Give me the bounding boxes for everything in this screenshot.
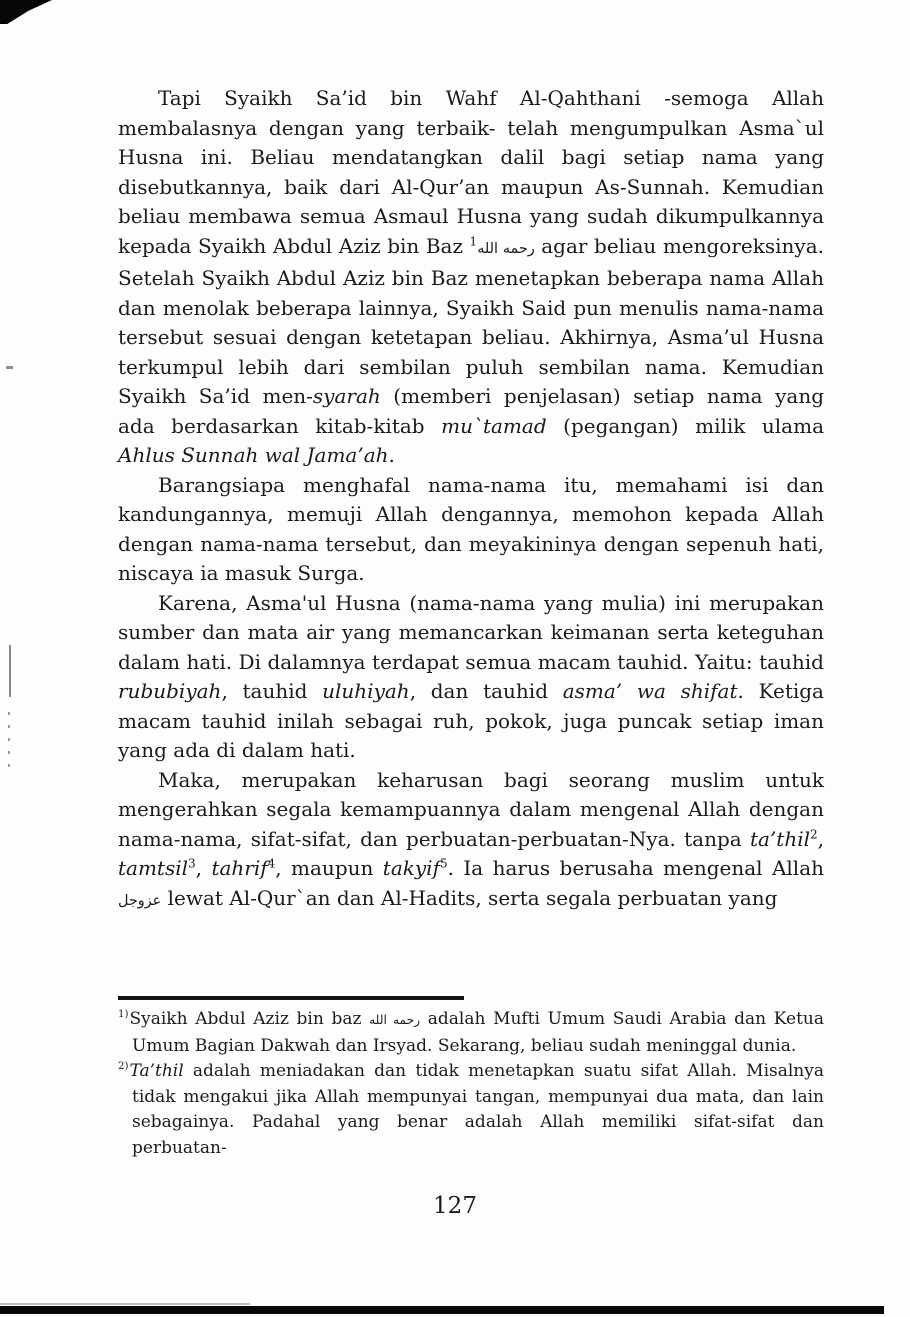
paragraph	[118, 766, 824, 917]
text-run: Maka, merupakan keharusan bagi seorang muslim untuk mengerahkan segala kemampuannya dalam mengenal Allah dengan nama-nama, sifat-sifat, dan perbuatan-perbuatan-Nya. tanpa	[118, 767, 824, 851]
footnote-list	[118, 1007, 824, 1161]
paragraph	[118, 84, 824, 471]
text-run: (pegangan) milik ulama	[546, 413, 824, 438]
footnote	[118, 1059, 824, 1161]
footnote-marker: 1)	[118, 1009, 129, 1021]
text-run: ,	[195, 856, 212, 880]
italic-term: asma’ wa shifat	[562, 679, 738, 703]
corner-triangle-artifact	[0, 0, 52, 24]
italic-term: Ta’thil	[129, 1061, 184, 1081]
footnote-reference: 1	[469, 233, 478, 248]
text-run: Tapi Syaikh Sa’id bin Wahf Al-Qahthani -semoga Allah membalasnya dengan yang terbaik- telah mengumpulkan Asma`ul Husna ini. Beliau mendatangkan dalil bagi setiap nama yang disebutkannya, baik dari Al-Qur’an maupun As-Sunnah. Kemudian beliau membawa semua Asmaul Husna yang sudah dikumpulkannya kepada Syaikh Abdul Aziz bin Baz	[118, 86, 824, 258]
italic-term: tamtsil	[118, 856, 189, 880]
text-run: Karena, Asma'ul Husna (nama-nama yang mulia) ini merupakan sumber dan mata air yang memancarkan keimanan serta keteguhan dalam hati. Di dalamnya terdapat semua macam tauhid. Yaitu: tauhid	[118, 590, 824, 674]
text-run: Barangsiapa menghafal nama-nama itu, memahami isi dan kandungannya, memuji Allah dengannya, memohon kepada Allah dengan nama-nama tersebut, dan meyakininya dengan sepenuh hati, niscaya ia masuk Surga.	[118, 472, 824, 585]
text-run: adalah Mufti Umum Saudi Arabia dan Ketua Umum Bagian Dakwah dan Irsyad. Sekarang, beliau sudah meninggal dunia.	[132, 1009, 824, 1056]
footnote-reference: 4	[267, 856, 276, 871]
bottom-scan-artifact	[0, 1306, 884, 1314]
italic-term: syarah	[312, 384, 381, 408]
footnote-separator	[118, 996, 464, 1000]
scan-artifact	[0, 1303, 250, 1305]
paragraph	[118, 471, 824, 589]
italic-term: tahrif	[211, 856, 268, 880]
text-run: lewat Al-Qur`an dan Al-Hadits, serta segala perbuatan yang	[161, 885, 778, 910]
arabic-honorific: رحمه الله	[477, 240, 535, 257]
italic-term: takyif	[382, 856, 440, 880]
text-run: (memberi penjelasan) setiap nama yang ada berdasarkan kitab-kitab	[118, 384, 824, 438]
text-run: .	[388, 443, 395, 467]
italic-term: ta’thil	[749, 826, 810, 851]
text-run: agar beliau mengoreksinya. Setelah Syaikh Abdul Aziz bin Baz menetapkan beberapa nama Allah dan menolak beberapa lainnya, Syaikh Said pun menulis nama-nama tersebut sesuai dengan ketetapan beliau. Akhirnya, Asma’ul Husna terkumpul lebih dari sembilan puluh sembilan nama. Kemudian Syaikh Sa’id men-	[118, 233, 824, 408]
footnote-reference: 3	[188, 856, 196, 871]
scan-artifact	[9, 645, 11, 697]
footnotes-section	[118, 996, 824, 1161]
italic-term: rububiyah	[118, 679, 222, 703]
text-run: adalah meniadakan dan tidak menetapkan suatu sifat Allah. Misalnya tidak mengakui jika Allah mempunyai tangan, mempunyai dua mata, dan lain sebagainya. Padahal yang benar adalah Allah memiliki sifat-sifat dan perbuatan-	[132, 1061, 824, 1158]
italic-term: mu`tamad	[441, 413, 547, 438]
italic-term: uluhiyah	[322, 679, 410, 703]
main-text	[118, 84, 824, 916]
text-run: , maupun	[275, 856, 383, 880]
text-run: , tauhid	[221, 679, 323, 703]
text-run: Syaikh Abdul Aziz bin baz	[129, 1009, 370, 1029]
text-run: . Ketiga macam tauhid inilah sebagai ruh, pokok, juga puncak setiap iman yang ada di dalam hati.	[118, 679, 824, 762]
arabic-honorific: عزوجل	[118, 892, 162, 909]
scan-artifact	[8, 712, 10, 774]
footnote-marker: 2)	[118, 1061, 129, 1073]
arabic-honorific: رحمه الله	[369, 1013, 421, 1027]
italic-term: Ahlus Sunnah wal Jama’ah	[118, 443, 389, 467]
text-run: , dan tauhid	[409, 679, 563, 703]
footnote-reference: 2	[810, 826, 818, 841]
footnote	[118, 1007, 824, 1059]
text-run: . Ia harus berusaha mengenal Allah	[447, 856, 824, 880]
page-number: 127	[433, 1193, 477, 1219]
paragraph	[118, 589, 824, 766]
scan-artifact	[6, 366, 13, 369]
text-run: ,	[817, 826, 824, 851]
footnote-reference: 5	[439, 856, 448, 871]
